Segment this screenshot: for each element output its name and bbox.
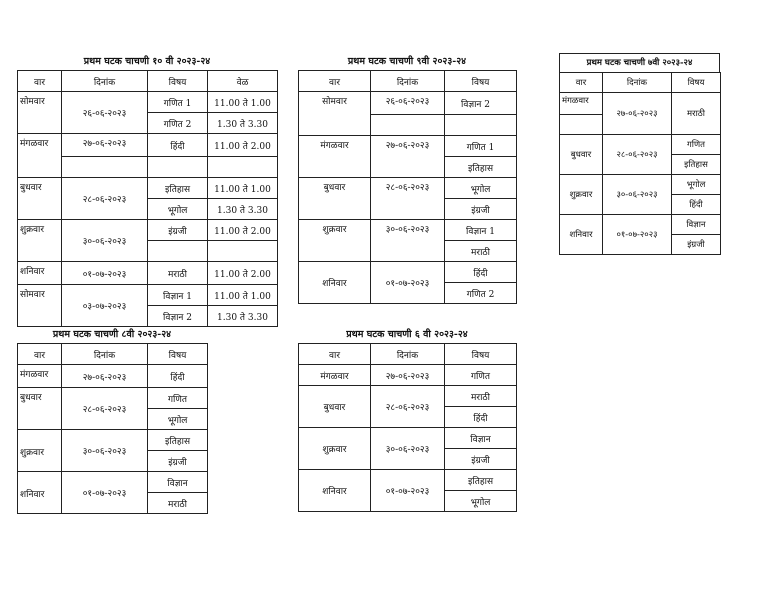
title-9: प्रथम घटक चाचणी ९वी २०२३-२४ bbox=[347, 56, 467, 67]
day-cell: मंगळवार bbox=[560, 93, 603, 115]
time-cell: 11.00 ते 2.00 bbox=[208, 262, 278, 285]
subject-cell: गणित bbox=[148, 388, 208, 409]
day-cell: मंगळवार bbox=[18, 365, 62, 388]
time-cell bbox=[208, 157, 278, 178]
date-cell: २८-०६-२०२३ bbox=[371, 178, 445, 220]
header-subject: विषय bbox=[445, 344, 517, 365]
subject-cell: इतिहास bbox=[445, 470, 517, 491]
day-cell: सोमवार bbox=[18, 92, 62, 134]
header-subject: विषय bbox=[148, 344, 208, 365]
subject-cell: विज्ञान 2 bbox=[445, 92, 517, 115]
table-row bbox=[18, 285, 278, 306]
date-cell: ३०-०६-२०२३ bbox=[603, 175, 672, 215]
date-cell: २६-०६-२०२३ bbox=[371, 92, 445, 115]
subject-cell: हिंदी bbox=[148, 134, 208, 157]
day-cell: शुक्रवार bbox=[299, 428, 371, 470]
header-date: दिनांक bbox=[603, 73, 672, 93]
subject-cell: हिंदी bbox=[445, 407, 517, 428]
time-cell bbox=[208, 241, 278, 262]
table-row bbox=[18, 92, 278, 113]
date-cell: २७-०६-२०२३ bbox=[62, 365, 148, 388]
header-date: दिनांक bbox=[62, 71, 148, 92]
date-cell: ०१-०७-२०२३ bbox=[603, 215, 672, 255]
day-cell: बुधवार bbox=[18, 178, 62, 220]
day-cell: शनिवार bbox=[299, 470, 371, 512]
day-cell: बुधवार bbox=[299, 178, 371, 220]
header-subject: विषय bbox=[445, 71, 517, 92]
subject-cell: हिंदी bbox=[148, 365, 208, 388]
table-row bbox=[560, 175, 721, 195]
subject-cell bbox=[445, 115, 517, 136]
subject-cell bbox=[148, 157, 208, 178]
date-cell: ०१-०७-२०२३ bbox=[371, 470, 445, 512]
title-6: प्रथम घटक चाचणी ६ वी २०२३-२४ bbox=[346, 329, 468, 340]
day-cell: शुक्रवार bbox=[18, 220, 62, 262]
time-cell: 1.30 ते 3.30 bbox=[208, 199, 278, 220]
subject-cell: मराठी bbox=[148, 493, 208, 514]
table-row bbox=[18, 134, 278, 157]
date-cell: २७-०६-२०२३ bbox=[62, 134, 148, 157]
subject-cell: इंग्रजी bbox=[148, 220, 208, 241]
header-date: दिनांक bbox=[371, 344, 445, 365]
table-row bbox=[299, 178, 517, 199]
header-time: वेळ bbox=[208, 71, 278, 92]
time-cell: 11.00 ते 1.00 bbox=[208, 178, 278, 199]
date-cell: ०१-०७-२०२३ bbox=[62, 262, 148, 285]
subject-cell: भूगोल bbox=[672, 175, 721, 195]
date-cell: २८-०६-२०२३ bbox=[62, 178, 148, 220]
table-row bbox=[18, 178, 278, 199]
subject-cell: विज्ञान bbox=[672, 215, 721, 235]
date-cell: ३०-०६-२०२३ bbox=[62, 220, 148, 262]
day-cell: शनिवार bbox=[299, 262, 371, 304]
table-10 bbox=[17, 70, 278, 327]
subject-cell: विज्ञान bbox=[148, 472, 208, 493]
day-cell: बुधवार bbox=[18, 388, 62, 430]
day-cell: शनिवार bbox=[560, 215, 603, 255]
date-cell: २८-०६-२०२३ bbox=[371, 386, 445, 428]
timetable-8 bbox=[17, 326, 207, 514]
day-cell: शुक्रवार bbox=[560, 175, 603, 215]
timetable-6 bbox=[298, 326, 516, 512]
date-cell: २७-०६-२०२३ bbox=[603, 93, 672, 135]
table-row bbox=[299, 220, 517, 241]
day-cell: बुधवार bbox=[299, 386, 371, 428]
date-cell: ०१-०७-२०२३ bbox=[371, 262, 445, 304]
subject-cell: भूगोल bbox=[445, 178, 517, 199]
subject-cell: विज्ञान bbox=[445, 428, 517, 449]
day-cell: शनिवार bbox=[18, 262, 62, 285]
header-row bbox=[18, 344, 208, 365]
time-cell: 1.30 ते 3.30 bbox=[208, 306, 278, 327]
table-row bbox=[18, 262, 278, 285]
subject-cell: इंग्रजी bbox=[445, 199, 517, 220]
subject-cell: मराठी bbox=[148, 262, 208, 285]
header-subject: विषय bbox=[148, 71, 208, 92]
table-row bbox=[560, 93, 721, 115]
header-day: वार bbox=[299, 344, 371, 365]
header-row bbox=[299, 344, 517, 365]
date-cell: ०३-०७-२०२३ bbox=[62, 285, 148, 327]
day-cell: मंगळवार bbox=[299, 136, 371, 178]
subject-cell: इतिहास bbox=[148, 430, 208, 451]
table-6 bbox=[298, 343, 517, 512]
title-7: प्रथम घटक चाचणी ७वी २०२३-२४ bbox=[559, 53, 720, 72]
header-day: वार bbox=[18, 71, 62, 92]
header-row bbox=[299, 71, 517, 92]
table-row bbox=[560, 215, 721, 235]
header-date: दिनांक bbox=[371, 71, 445, 92]
timetable-7 bbox=[559, 53, 720, 255]
table-9 bbox=[298, 70, 517, 304]
subject-cell bbox=[148, 241, 208, 262]
time-cell: 11.00 ते 2.00 bbox=[208, 220, 278, 241]
table-row bbox=[18, 472, 208, 493]
header-row bbox=[560, 73, 721, 93]
subject-cell: इंग्रजी bbox=[445, 449, 517, 470]
table-row bbox=[18, 220, 278, 241]
table-row bbox=[560, 135, 721, 155]
subject-cell: मराठी bbox=[445, 241, 517, 262]
subject-cell: मराठी bbox=[445, 386, 517, 407]
subject-cell: हिंदी bbox=[445, 262, 517, 283]
day-cell bbox=[560, 115, 603, 135]
table-row bbox=[299, 386, 517, 407]
table-row bbox=[299, 428, 517, 449]
timetable-10 bbox=[17, 53, 277, 327]
subject-cell: इतिहास bbox=[148, 178, 208, 199]
subject-cell: इतिहास bbox=[672, 155, 721, 175]
subject-cell: गणित bbox=[672, 135, 721, 155]
table-row bbox=[18, 430, 208, 451]
day-cell: शुक्रवार bbox=[18, 430, 62, 472]
day-cell: बुधवार bbox=[560, 135, 603, 175]
day-cell: शनिवार bbox=[18, 472, 62, 514]
subject-cell: मराठी bbox=[672, 93, 721, 135]
subject-cell: गणित 2 bbox=[445, 283, 517, 304]
date-cell: ३०-०६-२०२३ bbox=[371, 428, 445, 470]
date-cell: २६-०६-२०२३ bbox=[62, 92, 148, 134]
time-cell: 11.00 ते 2.00 bbox=[208, 134, 278, 157]
day-cell: सोमवार bbox=[299, 92, 371, 136]
header-day: वार bbox=[560, 73, 603, 93]
date-cell bbox=[371, 115, 445, 136]
header-day: वार bbox=[18, 344, 62, 365]
date-cell bbox=[62, 157, 148, 178]
subject-cell: गणित 1 bbox=[445, 136, 517, 157]
header-date: दिनांक bbox=[62, 344, 148, 365]
table-row bbox=[299, 470, 517, 491]
day-cell: मंगळवार bbox=[299, 365, 371, 386]
day-cell: सोमवार bbox=[18, 285, 62, 327]
date-cell: ३०-०६-२०२३ bbox=[62, 430, 148, 472]
day-cell: मंगळवार bbox=[18, 134, 62, 178]
date-cell: २७-०६-२०२३ bbox=[371, 365, 445, 386]
date-cell: २८-०६-२०२३ bbox=[62, 388, 148, 430]
table-8 bbox=[17, 343, 208, 514]
subject-cell: विज्ञान 2 bbox=[148, 306, 208, 327]
table-row bbox=[18, 388, 208, 409]
header-subject: विषय bbox=[672, 73, 721, 93]
title-10: प्रथम घटक चाचणी १० वी २०२३-२४ bbox=[83, 56, 211, 67]
timetable-9 bbox=[298, 53, 516, 304]
header-row bbox=[18, 71, 278, 92]
subject-cell: इतिहास bbox=[445, 157, 517, 178]
subject-cell: इंग्रजी bbox=[672, 235, 721, 255]
table-row bbox=[299, 92, 517, 115]
subject-cell: भूगोल bbox=[148, 409, 208, 430]
date-cell: ३०-०६-२०२३ bbox=[371, 220, 445, 262]
date-cell: २८-०६-२०२३ bbox=[603, 135, 672, 175]
time-cell: 11.00 ते 1.00 bbox=[208, 285, 278, 306]
subject-cell: गणित 2 bbox=[148, 113, 208, 134]
day-cell: शुक्रवार bbox=[299, 220, 371, 262]
subject-cell: हिंदी bbox=[672, 195, 721, 215]
time-cell: 1.30 ते 3.30 bbox=[208, 113, 278, 134]
title-8: प्रथम घटक चाचणी ८वी २०२३-२४ bbox=[52, 329, 172, 340]
subject-cell: भूगोल bbox=[148, 199, 208, 220]
date-cell: ०१-०७-२०२३ bbox=[62, 472, 148, 514]
subject-cell: गणित 1 bbox=[148, 92, 208, 113]
time-cell: 11.00 ते 1.00 bbox=[208, 92, 278, 113]
date-cell: २७-०६-२०२३ bbox=[371, 136, 445, 178]
subject-cell: गणित bbox=[445, 365, 517, 386]
table-7 bbox=[559, 72, 721, 255]
table-row bbox=[299, 262, 517, 283]
table-row bbox=[299, 136, 517, 157]
header-day: वार bbox=[299, 71, 371, 92]
subject-cell: विज्ञान 1 bbox=[148, 285, 208, 306]
subject-cell: विज्ञान 1 bbox=[445, 220, 517, 241]
subject-cell: इंग्रजी bbox=[148, 451, 208, 472]
subject-cell: भूगोल bbox=[445, 491, 517, 512]
